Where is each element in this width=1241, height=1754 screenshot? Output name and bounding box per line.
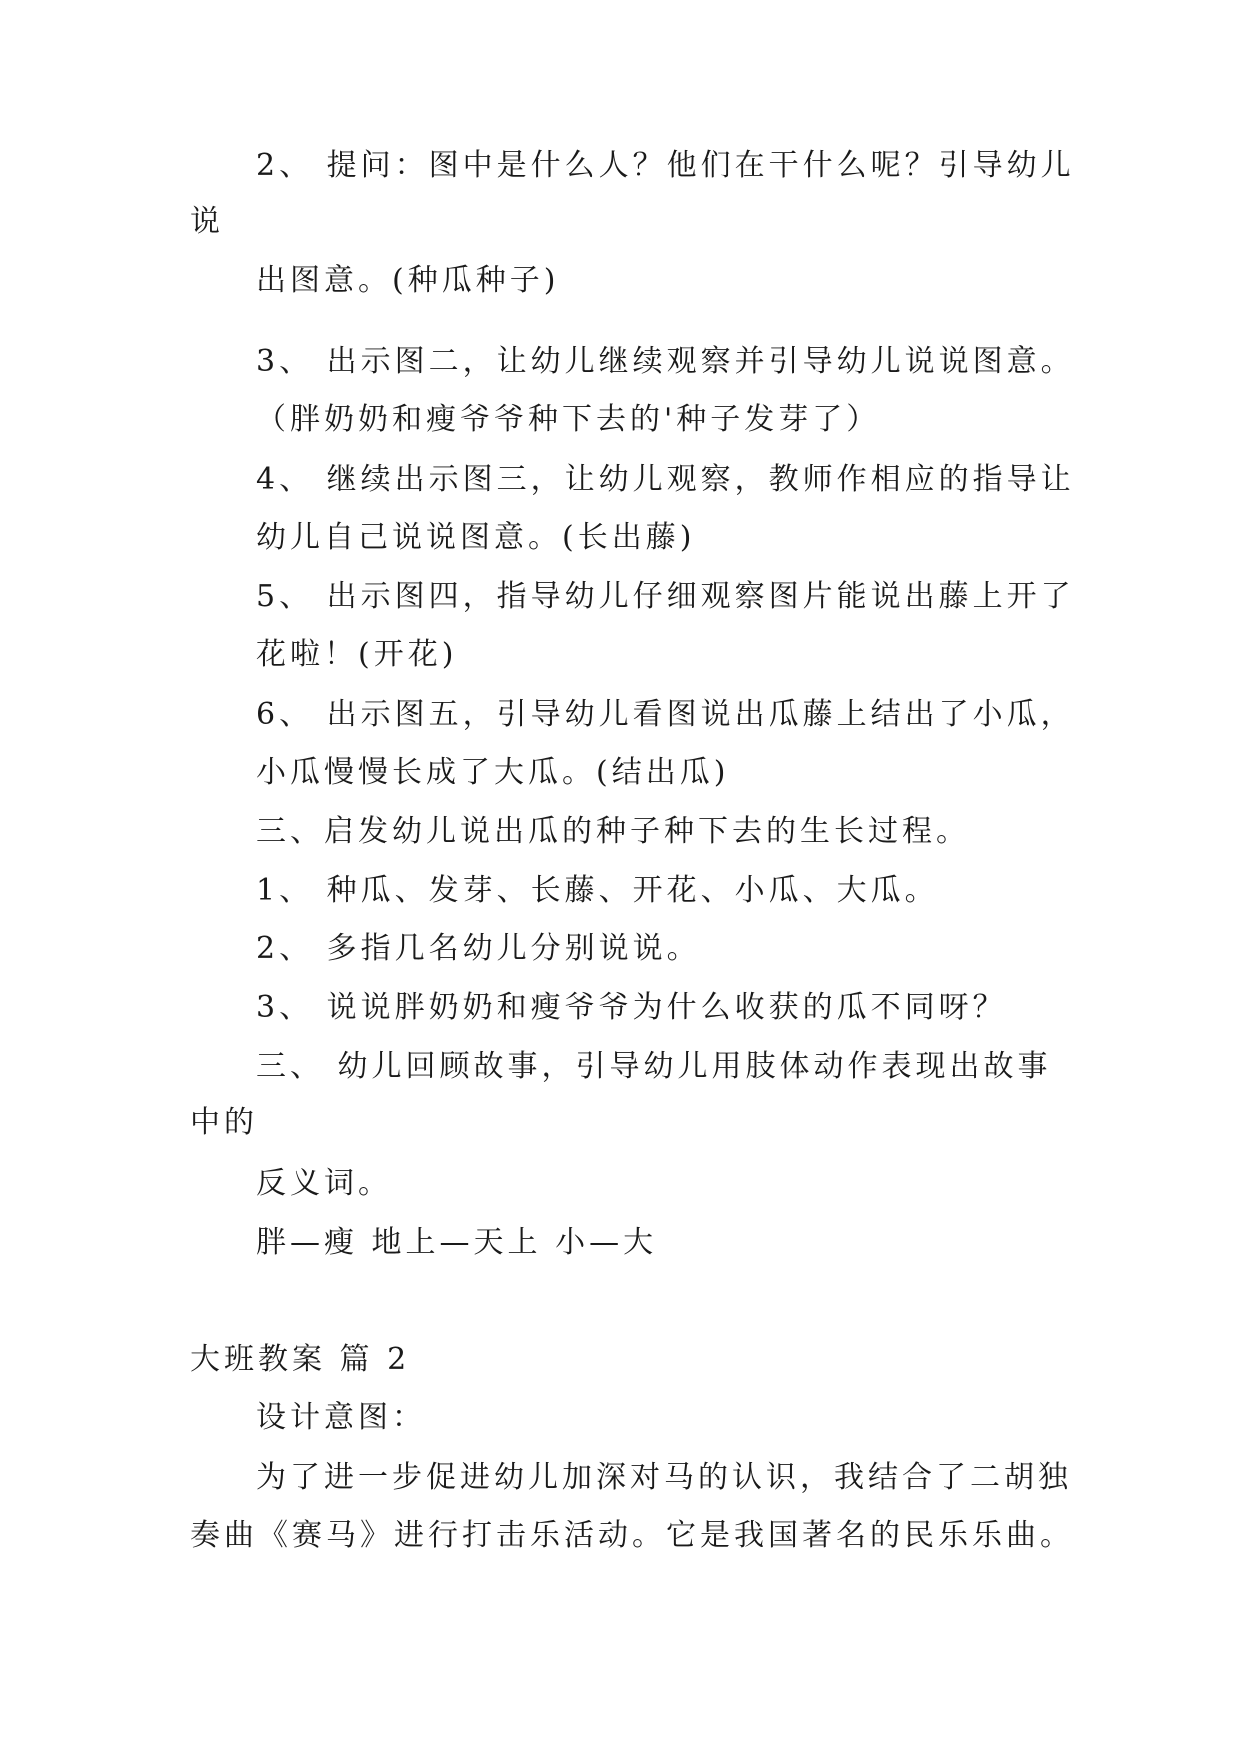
text-line: 5、 出示图四，指导幼儿仔细观察图片能说出藤上开了 <box>256 579 1075 614</box>
text-line: 反义词。 <box>256 1166 392 1201</box>
text-line: 幼儿自己说说图意。(长出藤) <box>256 520 696 555</box>
text-line: 三、 幼儿回顾故事，引导幼儿用肢体动作表现出故事 <box>256 1049 1052 1084</box>
text-line: 3、 说说胖奶奶和瘦爷爷为什么收获的瓜不同呀？ <box>256 990 1007 1025</box>
text-line: 胖—瘦 地上—天上 小—大 <box>256 1225 658 1260</box>
text-line: 2、 多指几名幼儿分别说说。 <box>256 931 701 966</box>
text-line: 花啦！(开花) <box>256 637 458 672</box>
text-line: 奏曲《赛马》进行打击乐活动。它是我国著名的民乐乐曲。 <box>190 1518 1074 1553</box>
text-line: 设计意图： <box>256 1400 426 1435</box>
section-heading: 大班教案 篇 2 <box>190 1342 411 1377</box>
text-line: 说 <box>190 204 224 239</box>
text-line: 出图意。(种瓜种子) <box>256 263 560 298</box>
text-line: 3、 出示图二，让幼儿继续观察并引导幼儿说说图意。 <box>256 344 1075 379</box>
text-line: 2、 提问：图中是什么人？他们在干什么呢？引导幼儿 <box>256 148 1075 183</box>
text-line: 中的 <box>190 1105 258 1140</box>
text-line: 三、启发幼儿说出瓜的种子种下去的生长过程。 <box>256 814 970 849</box>
text-line: 小瓜慢慢长成了大瓜。(结出瓜) <box>256 755 730 790</box>
text-line: 1、 种瓜、发芽、长藤、开花、小瓜、大瓜。 <box>256 873 939 908</box>
text-line: （胖奶奶和瘦爷爷种下去的'种子发芽了） <box>256 402 881 437</box>
text-line: 6、 出示图五，引导幼儿看图说出瓜藤上结出了小瓜， <box>256 697 1075 732</box>
text-line: 为了进一步促进幼儿加深对马的认识，我结合了二胡独 <box>256 1460 1072 1495</box>
text-line: 4、 继续出示图三，让幼儿观察，教师作相应的指导让 <box>256 462 1075 497</box>
